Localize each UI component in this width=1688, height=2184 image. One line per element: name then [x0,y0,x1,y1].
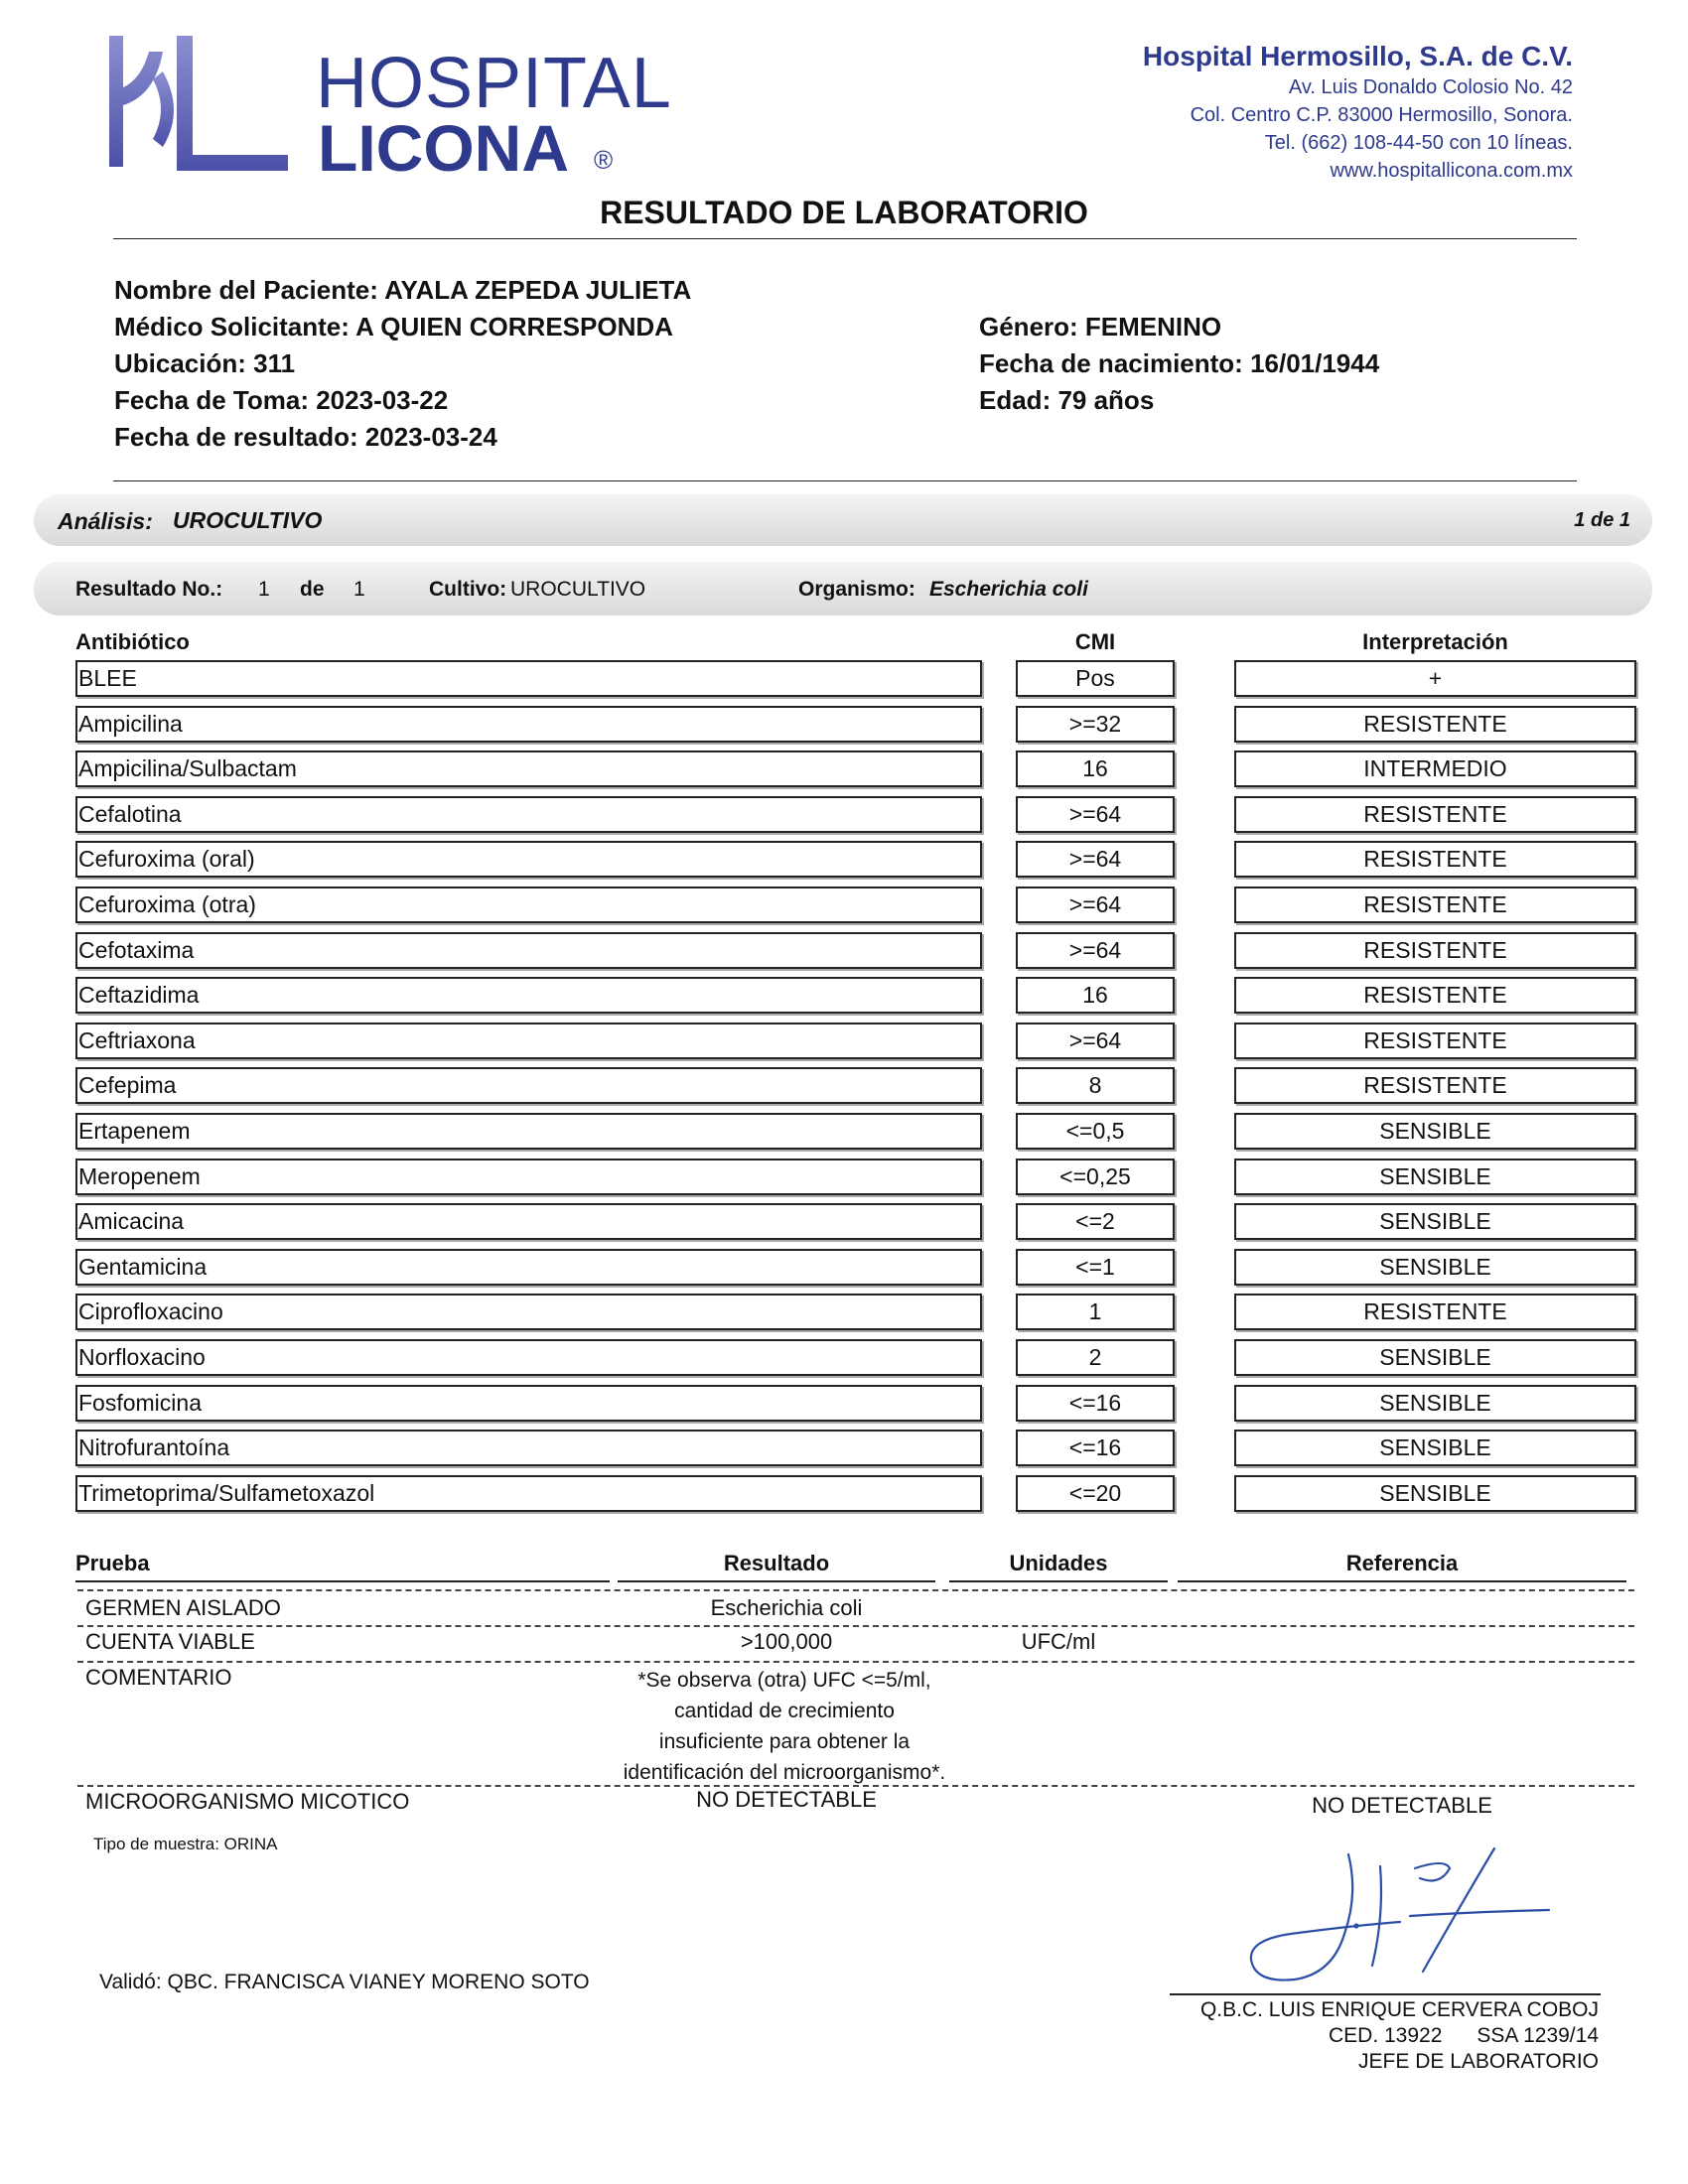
result-number: 1 [258,578,270,601]
antibiotic-cmi: Pos [1016,660,1175,697]
mycotic-reference: NO DETECTABLE [1312,1793,1492,1818]
count-test: CUENTA VIABLE [85,1629,255,1654]
antibiotic-cmi: >=32 [1016,706,1175,743]
patient-divider [113,480,1577,481]
antibiotic-name: Ertapenem [75,1113,982,1150]
logo-registered-mark: ® [594,145,614,175]
result-total: 1 [353,578,365,601]
test-header: Prueba [75,1551,150,1575]
antibiotic-row [0,1475,1688,1512]
antibiotic-interpretation: SENSIBLE [1234,1113,1636,1150]
antibiotic-interpretation: SENSIBLE [1234,1203,1636,1240]
hospital-website: www.hospitallicona.com.mx [1330,159,1573,182]
result-of: de [300,578,325,601]
culture-value: UROCULTIVO [510,578,646,601]
antibiotic-interpretation: RESISTENTE [1234,1294,1636,1330]
germ-result: Escherichia coli [710,1595,863,1620]
antibiotic-row [0,1023,1688,1059]
antibiotic-interpretation: RESISTENTE [1234,796,1636,833]
antibiotic-name: Nitrofurantoína [75,1430,982,1466]
row-divider [77,1589,1634,1591]
antibiotic-row [0,751,1688,787]
row-divider [77,1661,1634,1663]
antibiotic-interpretation: SENSIBLE [1234,1249,1636,1286]
interpretation-header: Interpretación [1362,629,1508,654]
antibiotic-cmi: <=2 [1016,1203,1175,1240]
antibiotic-interpretation: SENSIBLE [1234,1475,1636,1512]
antibiotic-cmi: >=64 [1016,841,1175,878]
antibiotic-row [0,660,1688,697]
signer-role: JEFE DE LABORATORIO [1358,2050,1599,2073]
antibiotic-cmi: <=16 [1016,1430,1175,1466]
hospital-phone: Tel. (662) 108-44-50 con 10 líneas. [1264,131,1573,154]
signer-block [1200,1997,1599,2075]
count-result: >100,000 [740,1629,833,1654]
antibiotic-name: Amicacina [75,1203,982,1240]
antibiotic-row [0,1203,1688,1240]
patient-info-left [114,272,691,456]
units-header: Unidades [1009,1551,1108,1575]
patient-info-right [979,309,1379,419]
mycotic-result: NO DETECTABLE [696,1787,877,1812]
analysis-band [34,494,1652,546]
signer-name: Q.B.C. LUIS ENRIQUE CERVERA COBOJ [1199,1998,1599,2021]
antibiotic-name: Ampicilina/Sulbactam [75,751,982,787]
antibiotic-interpretation: RESISTENTE [1234,1067,1636,1104]
reference-header: Referencia [1345,1551,1459,1575]
antibiotic-cmi: <=0,25 [1016,1159,1175,1195]
antibiotic-name: Cefotaxima [75,932,982,969]
title-divider [113,238,1577,239]
antibiotic-cmi: >=64 [1016,932,1175,969]
hospital-logo [107,34,672,185]
antibiotic-row [0,1385,1688,1422]
reference-header-underline [1178,1580,1626,1582]
antibiotic-interpretation: RESISTENTE [1234,1023,1636,1059]
antibiotic-interpretation: RESISTENTE [1234,887,1636,923]
hospital-address-2: Col. Centro C.P. 83000 Hermosillo, Sonora. [1190,103,1573,126]
comment-line-4: identificación del microorganismo*. [623,1761,946,1784]
antibiotic-interpretation: RESISTENTE [1234,977,1636,1014]
sample-date: Fecha de Toma: 2023-03-22 [114,385,449,415]
antibiotic-row [0,1249,1688,1286]
antibiotic-name: Ampicilina [75,706,982,743]
page-indicator: 1 de 1 [1574,509,1630,531]
antibiotic-cmi: 8 [1016,1067,1175,1104]
analysis-label: Análisis: [58,508,153,534]
antibiotic-name: Trimetoprima/Sulfametoxazol [75,1475,982,1512]
result-header-underline [618,1580,935,1582]
antibiotic-name: Gentamicina [75,1249,982,1286]
signature-line [1170,1993,1601,1995]
organism-value: Escherichia coli [929,578,1088,601]
requesting-doctor: Médico Solicitante: A QUIEN CORRESPONDA [114,312,673,341]
hospital-contact-block [1143,40,1573,185]
antibiotic-interpretation: RESISTENTE [1234,706,1636,743]
antibiotic-interpretation: INTERMEDIO [1234,751,1636,787]
germ-test: GERMEN AISLADO [85,1595,281,1620]
antibiotic-name: Ceftazidima [75,977,982,1014]
antibiotic-cmi: <=20 [1016,1475,1175,1512]
antibiotic-name: Cefuroxima (oral) [75,841,982,878]
antibiotic-header: Antibiótico [75,629,190,654]
hospital-logo-mark-icon [107,34,306,183]
antibiotic-row [0,841,1688,878]
validated-by: Validó: QBC. FRANCISCA VIANEY MORENO SOTO [99,1971,590,1993]
antibiotic-name: BLEE [75,660,982,697]
antibiotic-interpretation: RESISTENTE [1234,841,1636,878]
patient-location: Ubicación: 311 [114,348,296,378]
antibiotic-name: Ceftriaxona [75,1023,982,1059]
comment-line-3: insuficiente para obtener la [658,1730,911,1753]
antibiotic-cmi: <=1 [1016,1249,1175,1286]
antibiotic-row [0,1159,1688,1195]
antibiotic-cmi: 16 [1016,751,1175,787]
comment-test: COMENTARIO [85,1665,232,1690]
patient-birthdate: Fecha de nacimiento: 16/01/1944 [979,348,1380,378]
sample-type: Tipo de muestra: ORINA [93,1835,278,1853]
antibiotic-name: Ciprofloxacino [75,1294,982,1330]
antibiotic-row [0,1430,1688,1466]
patient-age: Edad: 79 años [979,385,1155,415]
result-date: Fecha de resultado: 2023-03-24 [114,422,497,452]
test-header-underline [75,1580,610,1582]
antibiotic-row [0,1067,1688,1104]
antibiotic-name: Meropenem [75,1159,982,1195]
antibiotic-row [0,1339,1688,1376]
antibiotic-cmi: 2 [1016,1339,1175,1376]
antibiotic-interpretation: RESISTENTE [1234,932,1636,969]
antibiotic-cmi: <=16 [1016,1385,1175,1422]
antibiotic-name: Cefuroxima (otra) [75,887,982,923]
antibiotic-cmi: >=64 [1016,1023,1175,1059]
antibiotic-row [0,796,1688,833]
antibiotic-row [0,1113,1688,1150]
units-header-underline [949,1580,1168,1582]
comment-line-1: *Se observa (otra) UFC <=5/ml, [637,1669,931,1692]
antibiotic-interpretation: SENSIBLE [1234,1385,1636,1422]
analysis-value: UROCULTIVO [173,507,323,533]
antibiotic-row [0,887,1688,923]
result-header: Resultado [723,1551,830,1575]
patient-gender: Género: FEMENINO [979,312,1222,341]
antibiotic-cmi: >=64 [1016,887,1175,923]
antibiotic-interpretation: SENSIBLE [1234,1159,1636,1195]
row-divider [77,1625,1634,1627]
patient-name: Nombre del Paciente: AYALA ZEPEDA JULIETA [114,275,692,305]
count-units: UFC/ml [1021,1629,1096,1654]
logo-wordmark-hospital: HOSPITAL [316,44,672,123]
logo-wordmark-licona: LICONA [318,111,569,185]
hospital-address-1: Av. Luis Donaldo Colosio No. 42 [1288,75,1573,98]
antibiotic-row [0,1294,1688,1330]
antibiotic-interpretation: + [1234,660,1636,697]
signature-icon [1231,1846,1559,1995]
mycotic-test: MICROORGANISMO MICOTICO [85,1789,410,1814]
antibiotic-cmi: <=0,5 [1016,1113,1175,1150]
document-title: RESULTADO DE LABORATORIO [600,195,1088,230]
antibiotic-cmi: 1 [1016,1294,1175,1330]
antibiotic-name: Cefalotina [75,796,982,833]
antibiotic-row [0,977,1688,1014]
antibiotic-row [0,706,1688,743]
signer-credentials: CED. 13922 SSA 1239/14 [1328,2024,1599,2047]
antibiotic-interpretation: SENSIBLE [1234,1430,1636,1466]
result-number-label: Resultado No.: [75,578,223,601]
antibiotic-cmi: 16 [1016,977,1175,1014]
antibiotic-name: Cefepima [75,1067,982,1104]
antibiotic-name: Fosfomicina [75,1385,982,1422]
antibiotic-interpretation: SENSIBLE [1234,1339,1636,1376]
cmi-header: CMI [1074,629,1116,654]
antibiotic-cmi: >=64 [1016,796,1175,833]
antibiotic-name: Norfloxacino [75,1339,982,1376]
organism-label: Organismo: [798,578,915,601]
culture-label: Cultivo: [429,578,507,601]
comment-line-2: cantidad de crecimiento [674,1700,895,1722]
antibiotic-row [0,932,1688,969]
hospital-name: Hospital Hermosillo, S.A. de C.V. [1142,41,1573,71]
culture-band [34,562,1652,615]
comment-result [606,1665,963,1788]
